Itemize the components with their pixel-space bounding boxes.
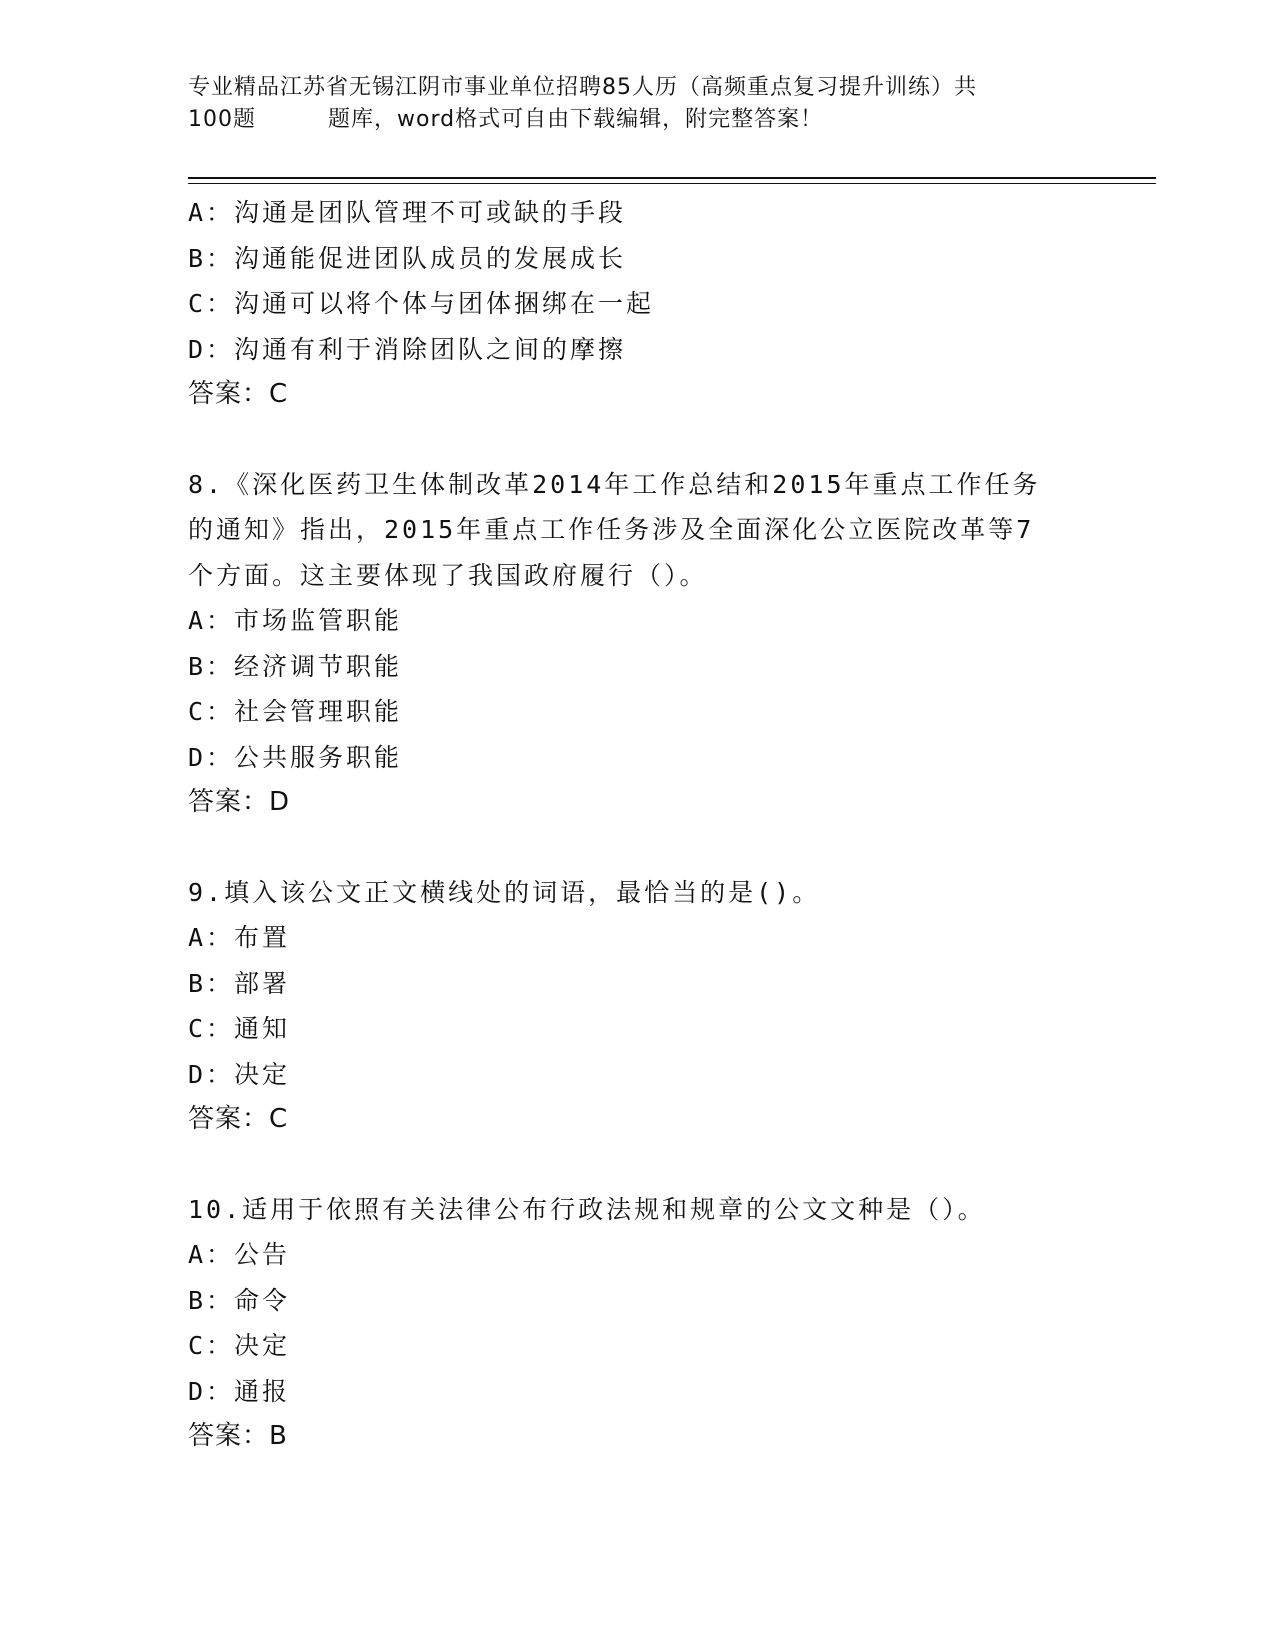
question-text-line: 8.《深化医药卫生体制改革2014年工作总结和2015年重点工作任务 xyxy=(188,469,1041,499)
document-header xyxy=(188,72,1068,136)
answer-line: 答案：C xyxy=(188,379,289,409)
option-b: B：命令 xyxy=(188,1285,291,1315)
option-a: A：布置 xyxy=(188,923,291,952)
question-text-line: 个方面。这主要体现了我国政府履行（）。 xyxy=(188,560,708,590)
option-d: D：决定 xyxy=(188,1059,291,1089)
header-title-line-1: 专业精品江苏省无锡江阴市事业单位招聘85人历（高频重点复习提升训练）共 xyxy=(188,75,977,100)
question-10 xyxy=(188,1187,1088,1460)
question-7 xyxy=(188,190,1088,418)
question-9 xyxy=(188,870,1088,1143)
option-a: A：沟通是团队管理不可或缺的手段 xyxy=(188,198,627,227)
header-title-line-2 xyxy=(188,104,1068,136)
option-c: C：决定 xyxy=(188,1331,291,1360)
header-description: 题库，word格式可自由下载编辑，附完整答案！ xyxy=(328,107,824,132)
option-b: B：经济调节职能 xyxy=(188,651,403,681)
option-d: D：通报 xyxy=(188,1376,291,1406)
question-text-line: 的通知》指出，2015年重点工作任务涉及全面深化公立医院改革等7 xyxy=(188,515,1035,544)
option-c: C：通知 xyxy=(188,1014,291,1043)
question-text-line: 9.填入该公文正文横线处的词语，最恰当的是()。 xyxy=(188,877,821,907)
header-question-count: 100题 xyxy=(188,107,256,132)
header-divider-thick xyxy=(188,177,1156,179)
answer-line: 答案：D xyxy=(188,787,291,817)
option-a: A：公告 xyxy=(188,1240,291,1269)
answer-line: 答案：C xyxy=(188,1104,289,1134)
question-text-line: 10.适用于依照有关法律公布行政法规和规章的公文文种是（）。 xyxy=(188,1194,986,1224)
option-b: B：部署 xyxy=(188,968,291,998)
option-d: D：沟通有利于消除团队之间的摩擦 xyxy=(188,334,627,364)
header-divider-thin xyxy=(188,183,1156,184)
option-c: C：社会管理职能 xyxy=(188,697,403,726)
option-c: C：沟通可以将个体与团体捆绑在一起 xyxy=(188,289,655,318)
option-d: D：公共服务职能 xyxy=(188,742,403,772)
question-list xyxy=(188,190,1088,1460)
option-a: A：市场监管职能 xyxy=(188,606,403,635)
answer-line: 答案：B xyxy=(188,1421,288,1451)
option-b: B：沟通能促进团队成员的发展成长 xyxy=(188,243,627,273)
question-8 xyxy=(188,462,1088,826)
